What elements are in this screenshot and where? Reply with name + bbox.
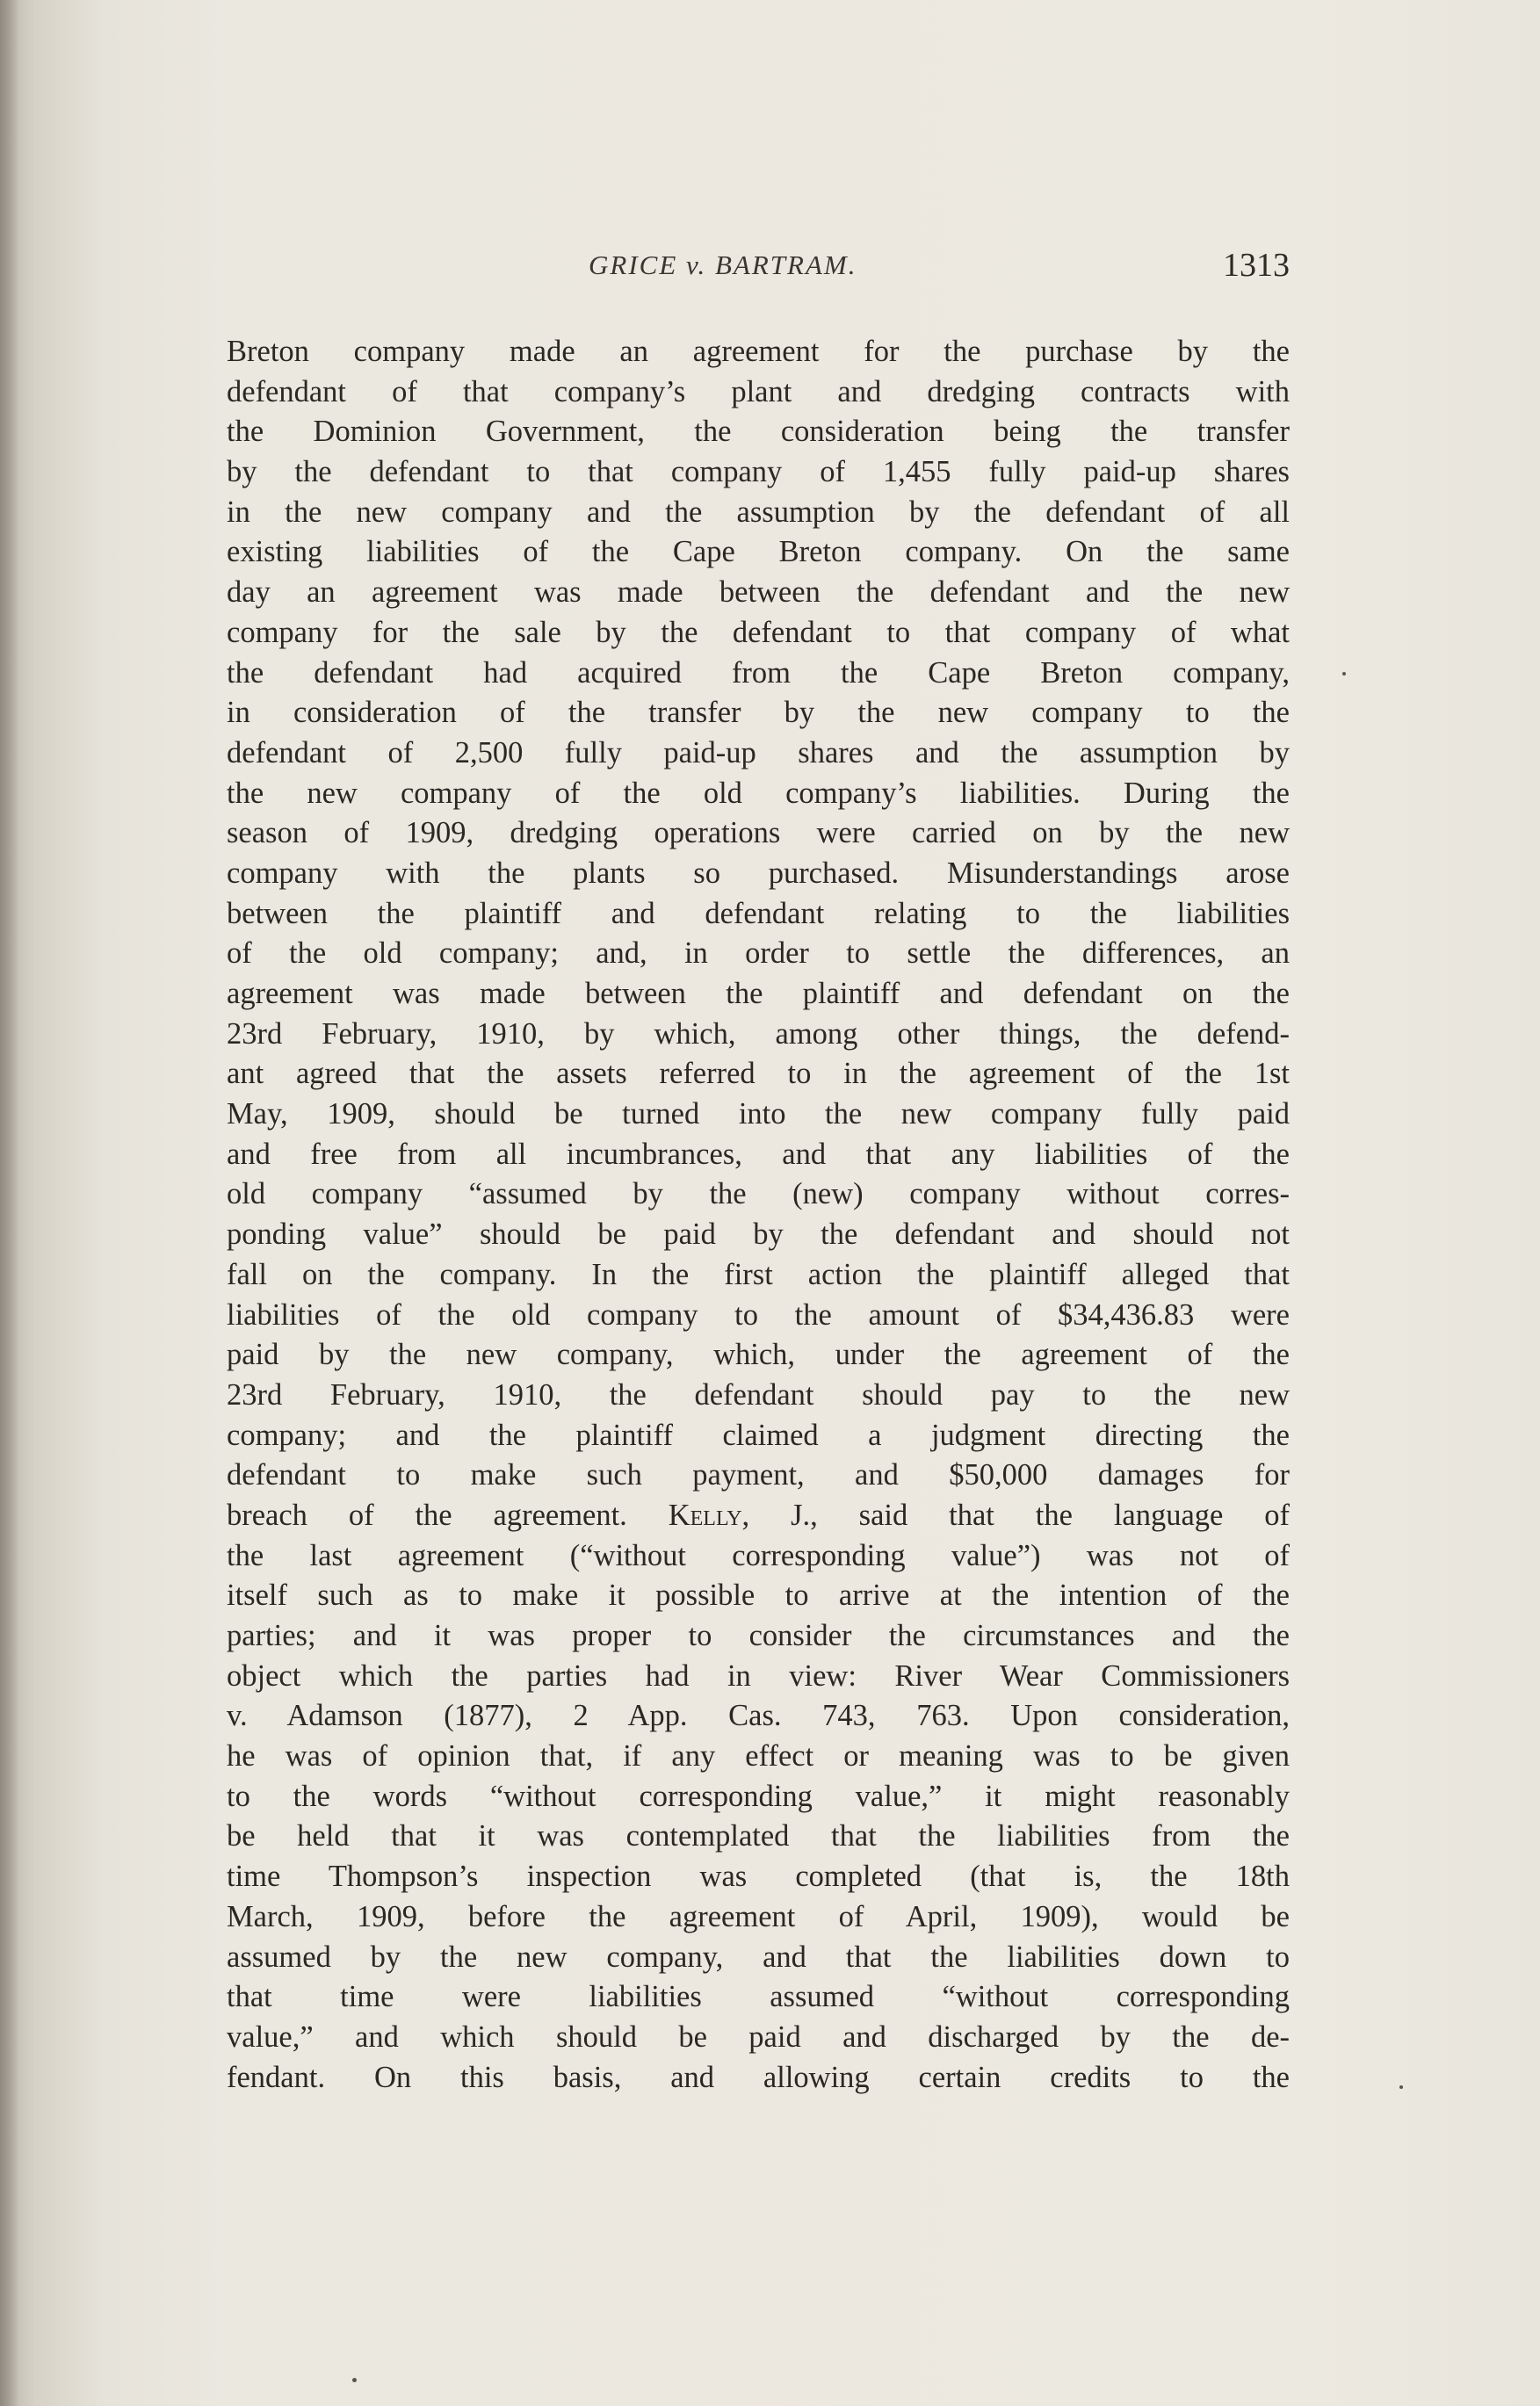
text-line: parties; and it was proper to consider the circumstances and the (227, 1619, 1290, 1652)
text-line: ant agreed that the assets referred to in the agreement of the 1st (227, 1057, 1290, 1091)
text-line: Breton company made an agreement for the purchase by the (227, 335, 1290, 368)
text-line: by the defendant to that company of 1,455 fully paid-up shares (227, 455, 1290, 489)
text-line-part: , J., said that the language of (741, 1498, 1290, 1532)
text-line: March, 1909, before the agreement of April, 1909), would be (227, 1899, 1290, 1933)
text-line: the defendant had acquired from the Cape Breton company, (227, 655, 1290, 690)
page-spine-shadow (0, 0, 19, 2406)
text-line: ponding value” should be paid by the defendant and should not (227, 1217, 1290, 1252)
text-line: fendant. On this basis, and allowing certain credits to the (227, 2060, 1290, 2094)
text-line: to the words “without corresponding value,” it might reasonably (227, 1779, 1290, 1813)
ink-speck (1399, 2085, 1403, 2089)
text-line: the Dominion Government, the consideration being the transfer (227, 415, 1290, 449)
running-title: GRICE v. BARTRAM. (589, 249, 857, 280)
text-line: season of 1909, dredging operations were carried on by the new (227, 816, 1290, 850)
text-line-part: breach of the agreement. (227, 1498, 669, 1532)
text-line: in consideration of the transfer by the new company to the (227, 696, 1290, 730)
text-line: 23rd February, 1910, the defendant should pay to the new (227, 1377, 1290, 1412)
text-line: defendant to make such payment, and $50,000 damages for (227, 1458, 1290, 1492)
text-line: assumed by the new company, and that the liabilities down to (227, 1940, 1290, 1974)
text-line: company; and the plaintiff claimed a judgment directing the (227, 1418, 1290, 1452)
text-line: and free from all incumbrances, and that any liabilities of the (227, 1137, 1290, 1171)
text-line: old company “assumed by the (new) company without corres- (227, 1177, 1290, 1211)
page-header (227, 249, 1290, 293)
judge-name: Kelly (668, 1498, 742, 1532)
text-line: object which the parties had in view: River Wear Commissioners (227, 1658, 1290, 1693)
text-line: defendant of 2,500 fully paid-up shares and the assumption by (227, 735, 1290, 769)
text-line: company for the sale by the defendant to that company of what (227, 615, 1290, 649)
page-number: 1313 (1223, 247, 1290, 284)
text-line: of the old company; and, in order to settle the differences, an (227, 936, 1290, 971)
ink-speck (1342, 672, 1346, 676)
text-line: paid by the new company, which, under the agreement of the (227, 1338, 1290, 1372)
ink-speck (352, 2378, 357, 2382)
text-line: 23rd February, 1910, by which, among other things, the defend- (227, 1016, 1290, 1051)
text-line: v. Adamson (1877), 2 App. Cas. 743, 763. Upon consideration, (227, 1699, 1290, 1733)
text-line (227, 1496, 1290, 1536)
text-line: that time were liabilities assumed “without corresponding (227, 1980, 1290, 2014)
text-line: defendant of that company’s plant and dredging contracts with (227, 374, 1290, 408)
text-line: fall on the company. In the first action the plaintiff alleged that (227, 1257, 1290, 1291)
text-line: agreement was made between the plaintiff and defendant on the (227, 977, 1290, 1010)
text-line: in the new company and the assumption by the defendant of all (227, 495, 1290, 529)
text-line: time Thompson’s inspection was completed (that is, the 18th (227, 1860, 1290, 1894)
text-line: existing liabilities of the Cape Breton company. On the same (227, 535, 1290, 569)
text-line: he was of opinion that, if any effect or meaning was to be given (227, 1739, 1290, 1774)
text-line: liabilities of the old company to the amount of $34,436.83 were (227, 1297, 1290, 1332)
text-line: the last agreement (“without corresponding value”) was not of (227, 1538, 1290, 1572)
text-line: day an agreement was made between the defendant and the new (227, 575, 1290, 610)
text-line: company with the plants so purchased. Misunderstandings arose (227, 856, 1290, 890)
text-line: be held that it was contemplated that the liabilities from the (227, 1819, 1290, 1853)
text-line: the new company of the old company’s liabilities. During the (227, 776, 1290, 810)
text-line: between the plaintiff and defendant relating to the liabilities (227, 896, 1290, 930)
text-line: May, 1909, should be turned into the new company fully paid (227, 1097, 1290, 1131)
text-line: itself such as to make it possible to arrive at the intention of the (227, 1579, 1290, 1613)
body-text (227, 332, 1290, 2098)
text-line: value,” and which should be paid and discharged by the de- (227, 2019, 1290, 2054)
